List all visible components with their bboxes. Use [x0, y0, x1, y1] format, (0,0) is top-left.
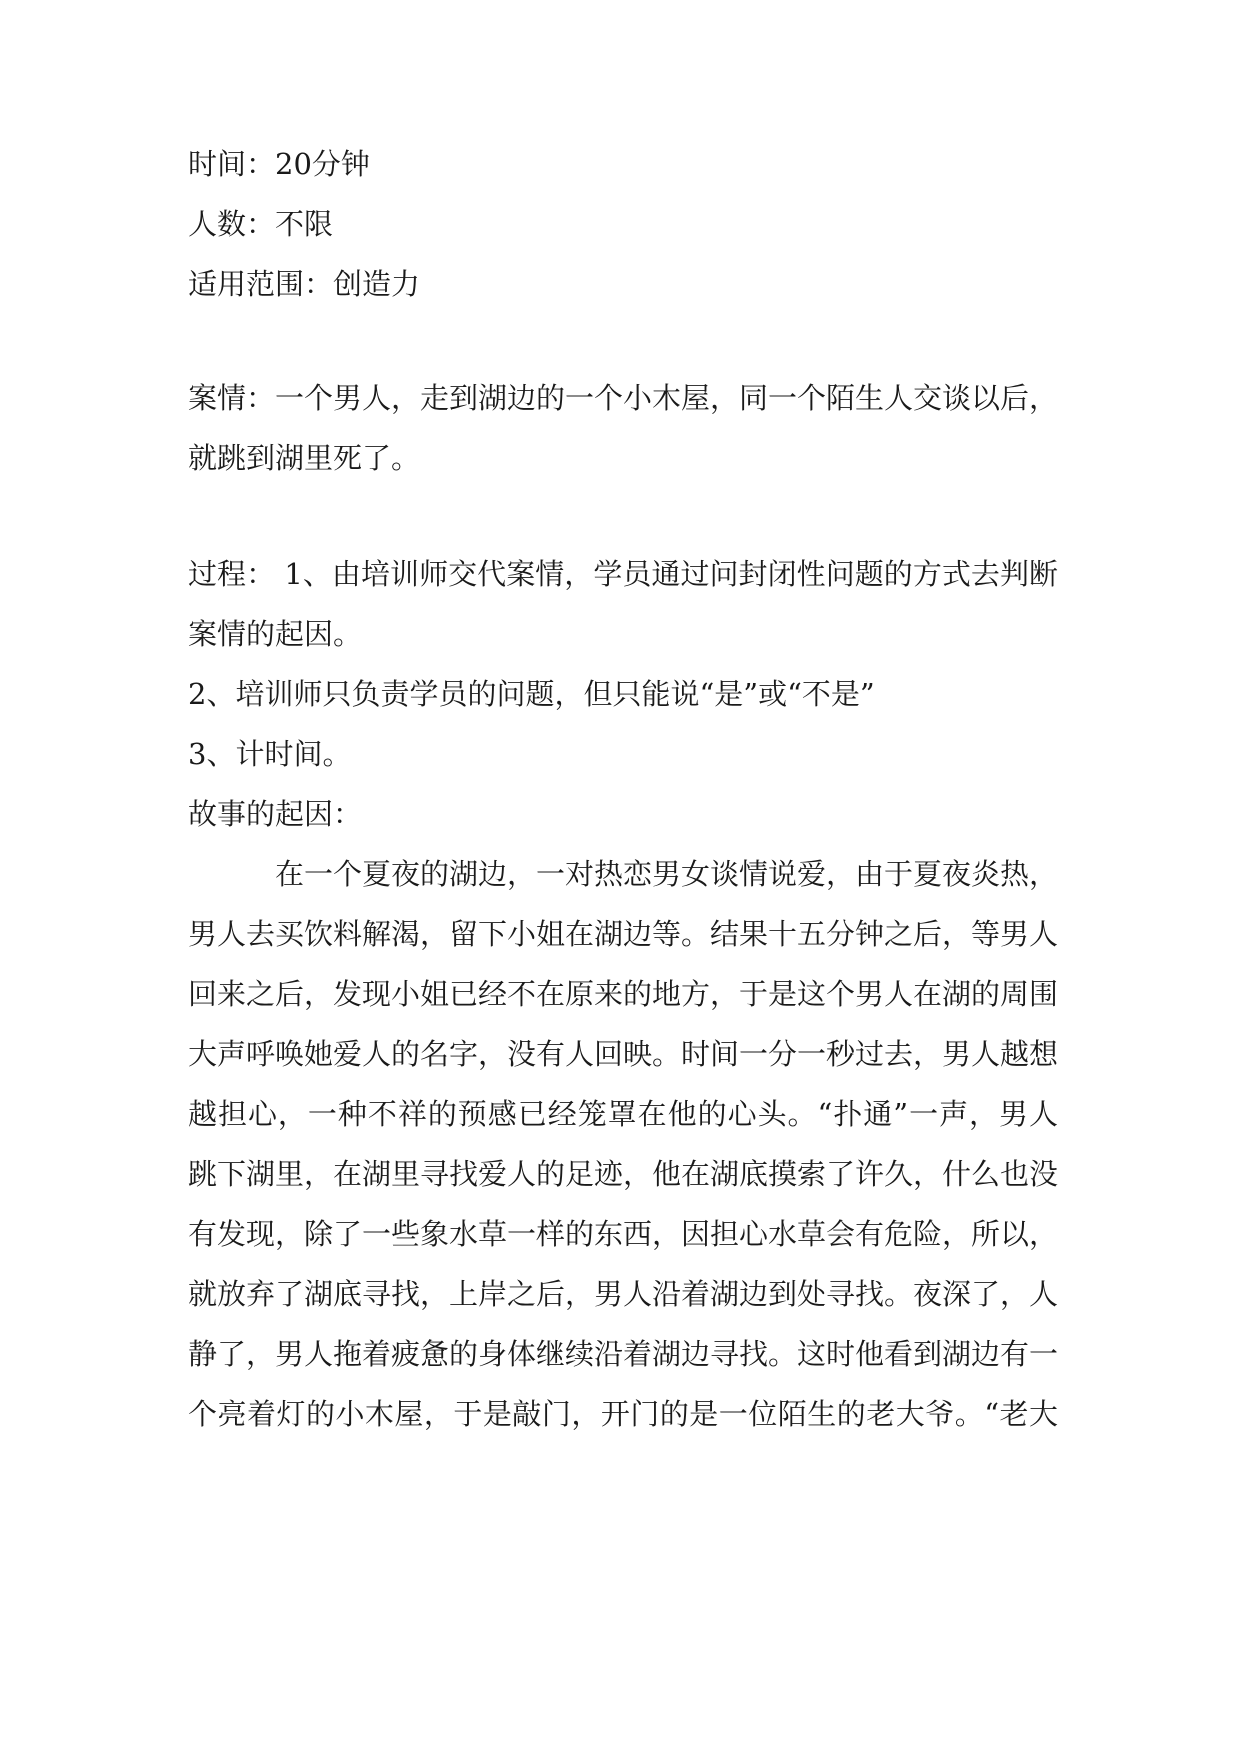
story-line-8: 就放弃了湖底寻找，上岸之后，男人沿着湖边到处寻找。夜深了，人 — [188, 1277, 1059, 1311]
case-line-2: 就跳到湖里死了。 — [188, 441, 421, 475]
process-step-2: 2、培训师只负责学员的问题，但只能说“是”或“不是” — [188, 677, 875, 711]
case-line-1: 案情：一个男人，走到湖边的一个小木屋，同一个陌生人交谈以后， — [188, 381, 1059, 415]
process-line-2: 案情的起因。 — [188, 617, 363, 651]
time-line: 时间：20分钟 — [188, 147, 370, 181]
story-line-4: 大声呼唤她爱人的名字，没有人回映。时间一分一秒过去，男人越想 — [188, 1037, 1059, 1071]
story-line-1: 在一个夏夜的湖边，一对热恋男女谈情说爱，由于夏夜炎热， — [188, 857, 1059, 891]
scope-line: 适用范围：创造力 — [188, 267, 421, 301]
process-line-1: 过程： 1、由培训师交代案情，学员通过问封闭性问题的方式去判断 — [188, 557, 1058, 591]
story-line-6: 跳下湖里，在湖里寻找爱人的足迹，他在湖底摸索了许久，什么也没 — [188, 1157, 1059, 1191]
story-line-9: 静了，男人拖着疲惫的身体继续沿着湖边寻找。这时他看到湖边有一 — [188, 1337, 1059, 1371]
story-line-5: 越担心，一种不祥的预感已经笼罩在他的心头。“扑通”一声，男人 — [188, 1097, 1058, 1131]
story-line-3: 回来之后，发现小姐已经不在原来的地方，于是这个男人在湖的周围 — [188, 977, 1059, 1011]
story-heading: 故事的起因： — [188, 797, 363, 831]
story-line-10: 个亮着灯的小木屋，于是敲门，开门的是一位陌生的老大爷。“老大 — [188, 1397, 1058, 1431]
story-line-7: 有发现，除了一些象水草一样的东西，因担心水草会有危险，所以， — [188, 1217, 1059, 1251]
people-count-line: 人数：不限 — [188, 207, 334, 241]
story-line-2: 男人去买饮料解渴，留下小姐在湖边等。结果十五分钟之后，等男人 — [188, 917, 1059, 951]
process-step-3: 3、计时间。 — [188, 737, 352, 771]
